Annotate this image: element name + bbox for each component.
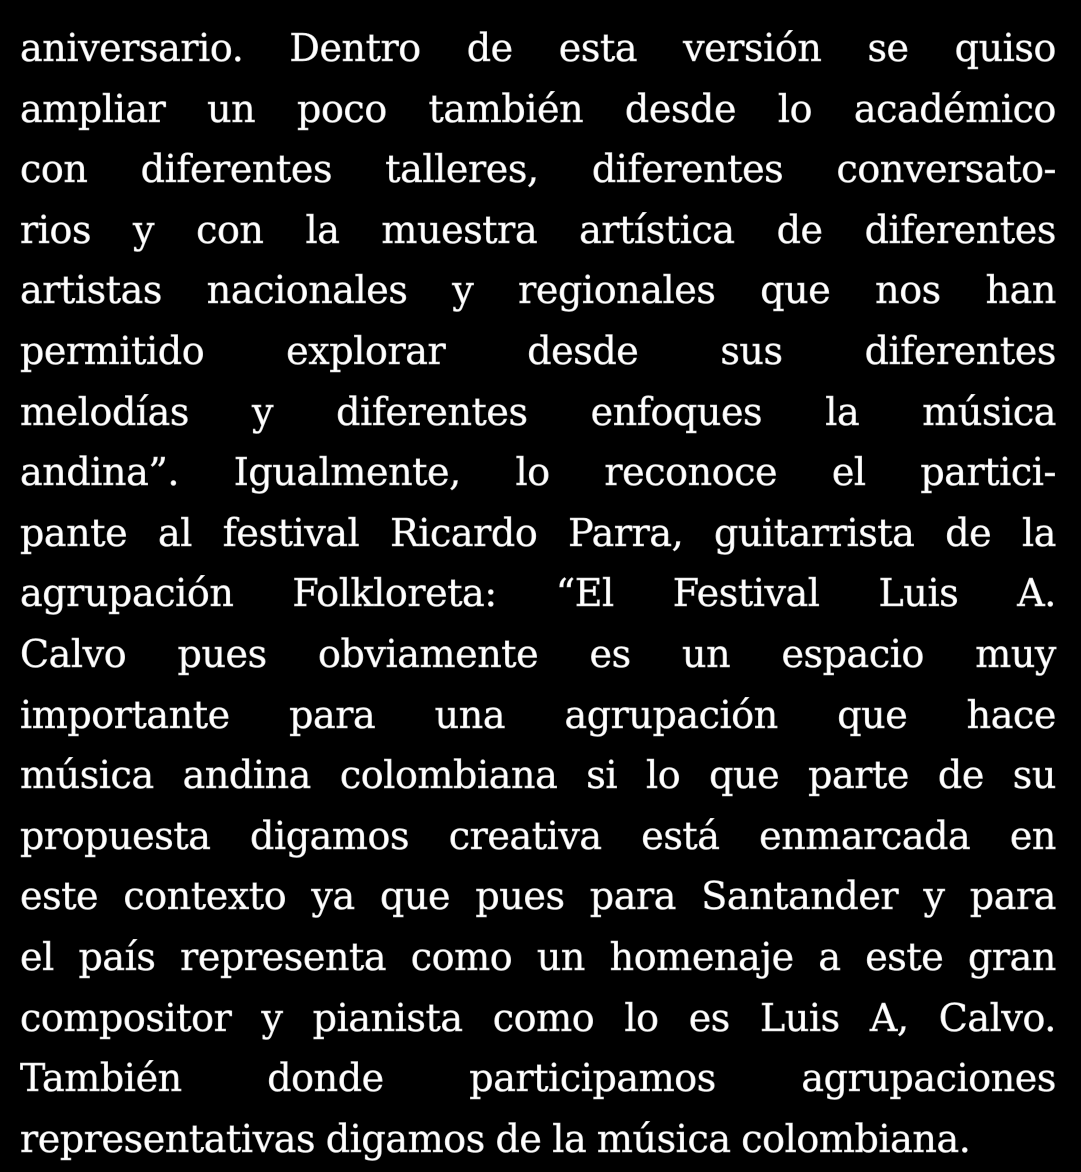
text-line-11: Calvo pues obviamente es un espacio muy <box>20 631 1056 676</box>
text-line-19: representativas digamos de la música colombiana. <box>20 1116 971 1161</box>
text-line-15: este contexto ya que pues para Santander y para <box>20 874 1056 919</box>
text-line-12: importante para una agrupación que hace <box>20 692 1056 737</box>
text-line-13: música andina colombiana si lo que parte de su <box>20 753 1056 798</box>
text-line-5: artistas nacionales y regionales que nos han <box>20 268 1056 313</box>
text-line-18: También donde participamos agrupaciones <box>20 1056 1056 1101</box>
text-line-8: andina”. Igualmente, lo reconoce el partici- <box>20 450 1056 495</box>
article-body <box>20 18 1056 1169</box>
text-line-7: melodías y diferentes enfoques la música <box>20 389 1056 434</box>
text-line-14: propuesta digamos creativa está enmarcada en <box>20 813 1056 858</box>
text-line-3: con diferentes talleres, diferentes conversato- <box>20 147 1056 192</box>
text-line-17: compositor y pianista como lo es Luis A, Calvo. <box>20 995 1056 1040</box>
text-line-6: permitido explorar desde sus diferentes <box>20 328 1056 373</box>
text-line-4: rios y con la muestra artística de diferentes <box>20 207 1056 252</box>
text-line-9: pante al festival Ricardo Parra, guitarrista de la <box>20 510 1056 555</box>
text-line-2: ampliar un poco también desde lo académico <box>20 86 1056 131</box>
text-line-1: aniversario. Dentro de esta versión se quiso <box>20 26 1056 70</box>
text-line-10: agrupación Folkloreta: “El Festival Luis A. <box>20 571 1056 616</box>
text-line-16: el país representa como un homenaje a este gran <box>20 934 1056 979</box>
